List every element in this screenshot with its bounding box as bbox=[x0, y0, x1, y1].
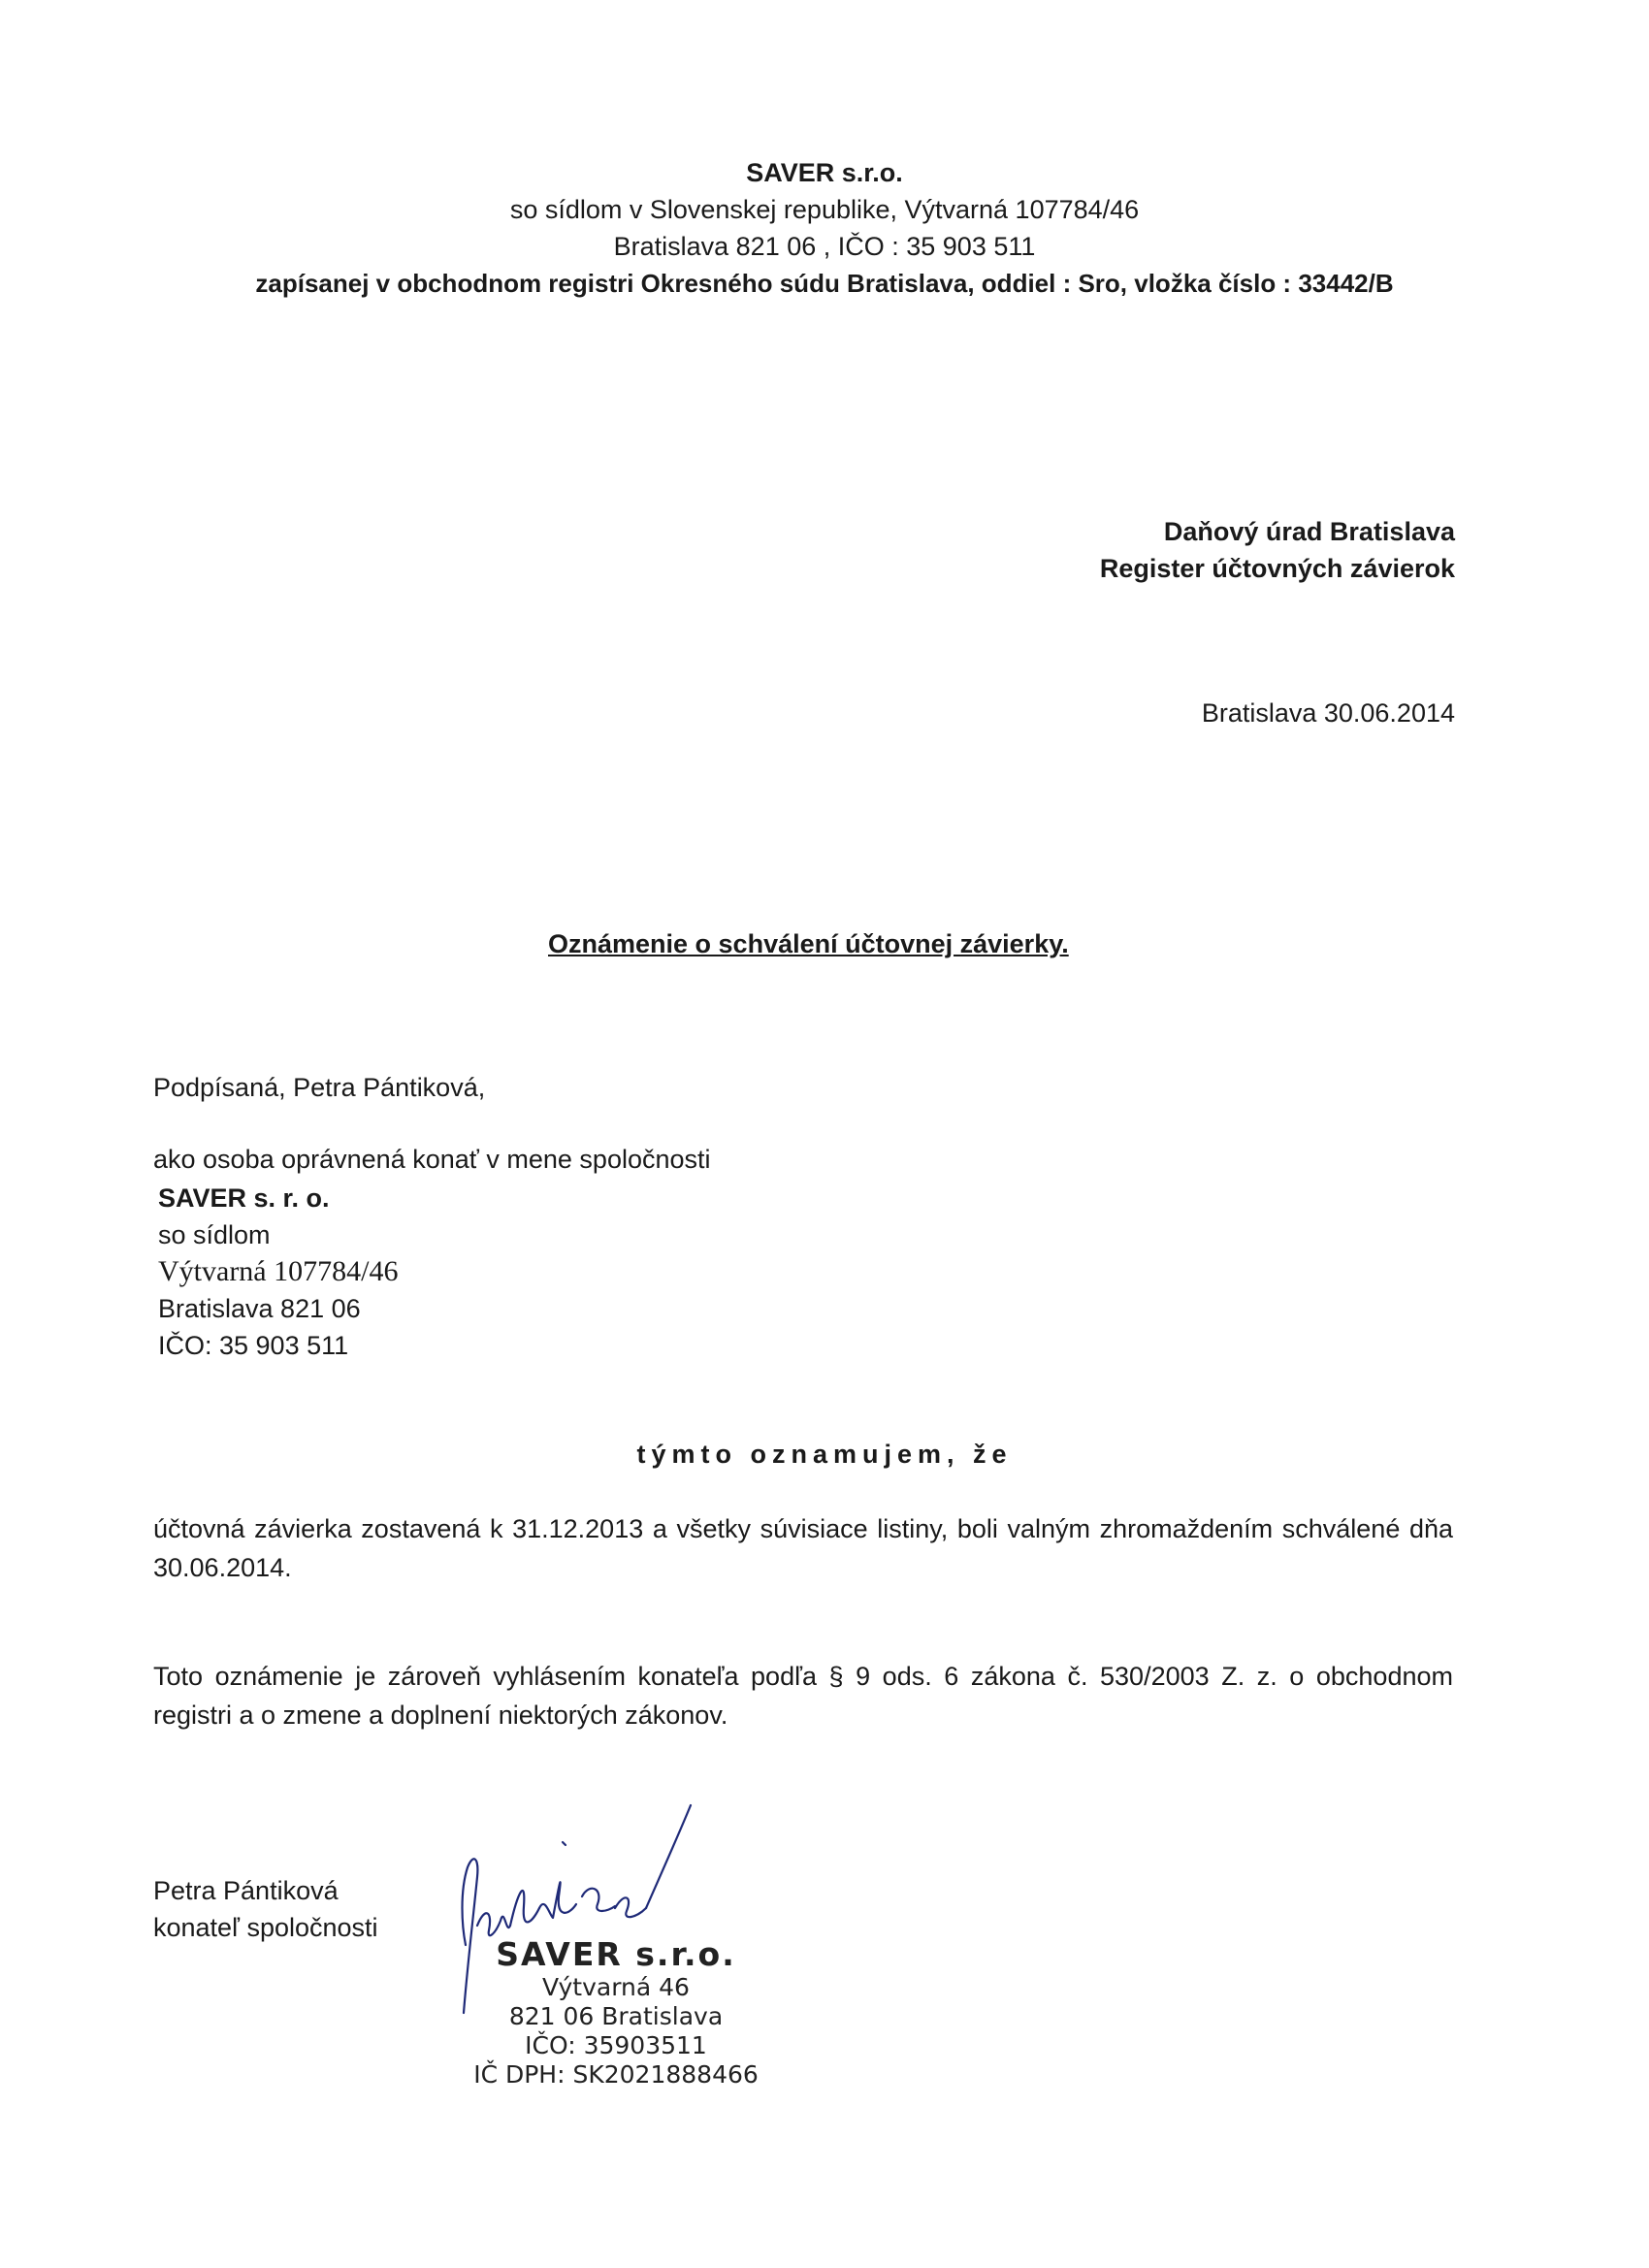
company-seat-line: so sídlom v Slovenskej republike, Výtvarná 107784/46 bbox=[509, 195, 1140, 224]
company-name-body: SAVER s. r. o. bbox=[158, 1183, 330, 1213]
company-name-heading: SAVER s.r.o. bbox=[746, 158, 903, 187]
announcement-line: týmto oznamujem, že bbox=[636, 1440, 1013, 1469]
stamp-ico: IČO: 35903511 bbox=[525, 2031, 707, 2059]
recipient-line-1: Daňový úrad Bratislava bbox=[1163, 517, 1455, 546]
city-line: Bratislava 821 06 bbox=[158, 1294, 361, 1323]
authority-line: ako osoba oprávnená konať v mene spoločnosti bbox=[153, 1145, 711, 1174]
salutation: Podpísaná, Petra Pántiková, bbox=[153, 1073, 486, 1102]
ico-line: IČO: 35 903 511 bbox=[158, 1331, 349, 1360]
company-stamp bbox=[456, 1935, 776, 2090]
signatory-name: Petra Pántiková bbox=[153, 1876, 339, 1905]
stamp-vat: IČ DPH: SK2021888466 bbox=[473, 2060, 759, 2089]
company-city-ico-line: Bratislava 821 06 , IČO : 35 903 511 bbox=[613, 232, 1036, 261]
paragraph-approval: účtovná závierka zostavená k 31.12.2013 a všetky súvisiace listiny, boli valným zhromaždením schválené dňa 30.06.2014. bbox=[153, 1514, 1453, 1582]
stamp-city: 821 06 Bratislava bbox=[508, 2002, 724, 2030]
signatory-role: konateľ spoločnosti bbox=[153, 1913, 378, 1942]
paragraph-declaration: Toto oznámenie je zároveň vyhlásením konateľa podľa § 9 ods. 6 zákona č. 530/2003 Z. z. o obchodnom registri a o zmene a doplnení niektorých zákonov. bbox=[153, 1662, 1453, 1730]
subject-title: Oznámenie o schválení účtovnej závierky. bbox=[548, 929, 1069, 958]
recipient-line-2: Register účtovných závierok bbox=[1099, 554, 1455, 583]
seat-label: so sídlom bbox=[158, 1220, 271, 1249]
street-address: Výtvarná 107784/46 bbox=[158, 1255, 399, 1287]
place-date: Bratislava 30.06.2014 bbox=[1201, 698, 1455, 728]
stamp-company: SAVER s.r.o. bbox=[496, 1935, 736, 1973]
company-register-line: zapísanej v obchodnom registri Okresného súdu Bratislava, oddiel : Sro, vložka číslo : 33442/B bbox=[255, 269, 1394, 298]
stamp-street: Výtvarná 46 bbox=[542, 1973, 690, 2001]
